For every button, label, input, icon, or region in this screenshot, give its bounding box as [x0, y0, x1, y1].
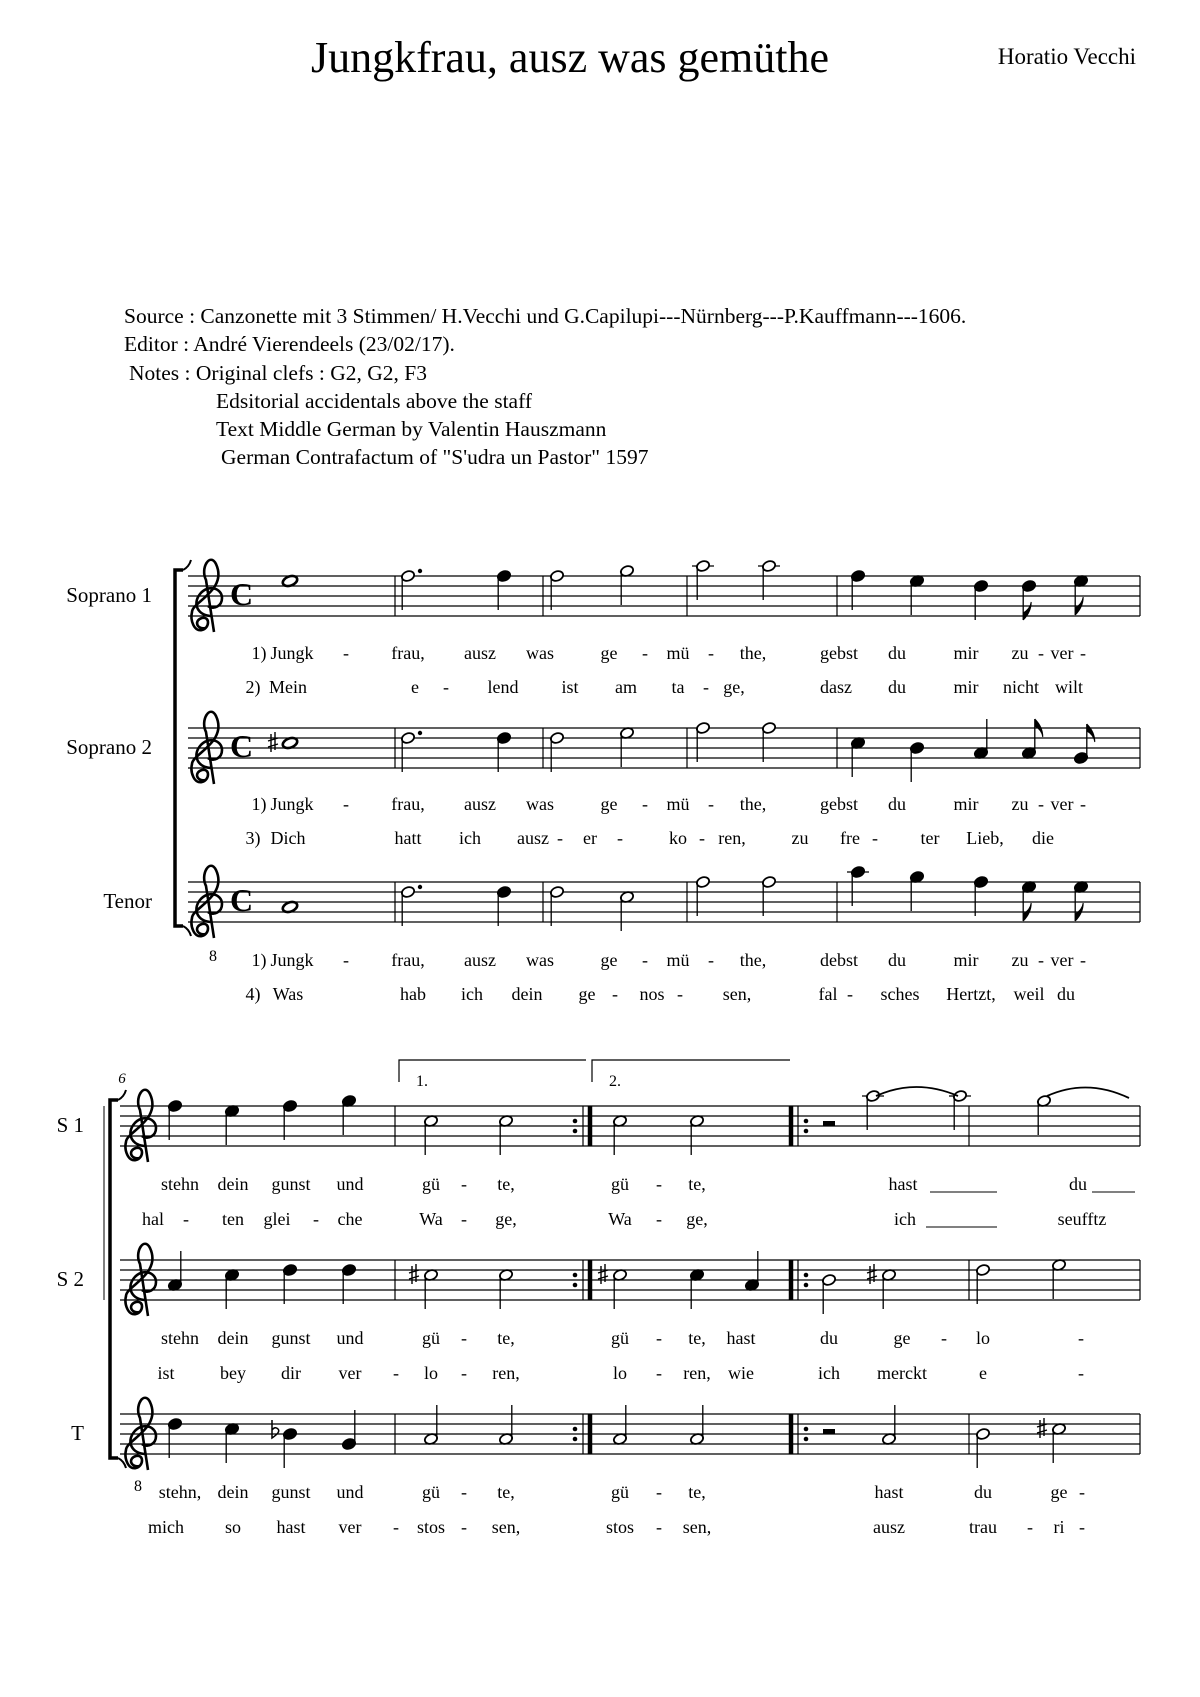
notes-line-accidentals: Edsitorial accidentals above the staff — [216, 389, 533, 413]
notes-line-clefs: Notes : Original clefs : G2, G2, F3 — [129, 361, 427, 385]
lyric-verse-b: sen, — [682, 1517, 712, 1537]
lyric-verse-a: - — [1080, 950, 1086, 970]
common-time-signature: C — [230, 728, 254, 764]
lyric-verse-a: - — [461, 1482, 467, 1502]
lyric-verse-b: nicht — [1003, 677, 1039, 697]
lyric-verse-a: te, — [497, 1328, 515, 1348]
lyric-verse-a: - — [708, 794, 714, 814]
lyric-verse-b: lo — [612, 1363, 628, 1383]
lyric-verse-b: - — [557, 828, 563, 848]
lyric-verse-b: Lieb, — [966, 828, 1004, 848]
lyric-verse-b: ich — [461, 984, 483, 1004]
lyric-verse-b: stos — [605, 1517, 635, 1537]
lyric-verse-a: frau, — [391, 794, 425, 814]
lyric-verse-b: stos — [416, 1517, 446, 1537]
lyric-verse-a: mir — [953, 950, 979, 970]
lyric-verse-a: gü — [611, 1482, 629, 1502]
repeat-dot — [573, 1129, 578, 1134]
lyric-verse-a: the, — [739, 794, 767, 814]
half-rest — [823, 1429, 835, 1434]
repeat-dot — [573, 1427, 578, 1432]
lyric-verse-b: bey — [220, 1363, 246, 1383]
lyric-verse-a: ge — [600, 950, 618, 970]
lyric-verse-b: hal — [142, 1209, 164, 1229]
lyric-verse-a: was — [526, 643, 554, 663]
lyric-verse-a: - — [656, 1328, 662, 1348]
lyric-verse-b: ge, — [495, 1209, 517, 1229]
lyric-verse-b: 3) — [245, 828, 261, 848]
lyric-verse-a: - — [642, 794, 648, 814]
lyric-verse-a: gü — [611, 1328, 629, 1348]
composer: Horatio Vecchi — [997, 44, 1136, 69]
lyric-verse-a: zu — [1011, 794, 1029, 814]
piece-title: Jungkfrau, ausz was gemüthe — [310, 33, 830, 82]
lyric-verse-a: dein — [217, 1482, 249, 1502]
sharp-accidental — [268, 732, 278, 752]
lyric-verse-a: dein — [217, 1328, 249, 1348]
lyric-verse-b: - — [656, 1209, 662, 1229]
soprano-1-label: Soprano 1 — [66, 583, 152, 607]
lyric-verse-a: gebst — [820, 643, 858, 663]
lyric-verse-a: gunst — [271, 1482, 311, 1502]
lyric-verse-b: wilt — [1054, 677, 1084, 697]
lyric-verse-a: stehn — [161, 1174, 199, 1194]
lyric-verse-b: ten — [222, 1209, 244, 1229]
lyric-verse-a: hast — [874, 1482, 904, 1502]
lyric-verse-b: ter — [920, 828, 940, 848]
lyric-verse-b: e — [979, 1363, 987, 1383]
lyric-verse-a: - — [461, 1174, 467, 1194]
lyric-verse-b: e — [411, 677, 419, 697]
lyric-verse-a: te, — [497, 1174, 515, 1194]
tenor-label: Tenor — [103, 889, 152, 913]
lyric-verse-b: sen, — [722, 984, 752, 1004]
lyric-verse-a: dein — [217, 1174, 249, 1194]
lyric-verse-b: 4) — [245, 984, 261, 1004]
lyric-verse-a: te, — [688, 1328, 706, 1348]
lyric-verse-a: Jungk — [270, 794, 314, 814]
lyric-verse-b: ta — [671, 677, 685, 697]
lyric-verse-a: und — [336, 1174, 364, 1194]
lyric-verse-a: debst — [820, 950, 858, 970]
lyric-verse-b: - — [703, 677, 709, 697]
lyric-verse-b: - — [461, 1363, 467, 1383]
lyric-verse-a: the, — [739, 950, 767, 970]
lyric-verse-b: 2) — [245, 677, 261, 697]
lyric-verse-a: - — [656, 1174, 662, 1194]
sharp-accidental — [409, 1264, 419, 1284]
repeat-dot — [573, 1283, 578, 1288]
sharp-accidental — [598, 1264, 608, 1284]
lyric-verse-a: ge — [600, 794, 618, 814]
lyric-verse-a: - — [1080, 794, 1086, 814]
lyric-verse-b: er — [583, 828, 597, 848]
lyric-verse-a: ausz — [464, 950, 496, 970]
lyric-verse-b: sches — [880, 984, 920, 1004]
flat-accidental — [272, 1420, 279, 1438]
lyric-verse-b: dir — [281, 1363, 301, 1383]
lyric-verse-b: weil — [1013, 984, 1045, 1004]
lyric-verse-b: merckt — [877, 1363, 927, 1383]
lyric-verse-b: ver — [338, 1363, 362, 1383]
lyric-verse-a: 1) — [251, 950, 267, 970]
lyric-verse-a: te, — [497, 1482, 515, 1502]
repeat-dot — [804, 1427, 809, 1432]
lyric-verse-a: gunst — [271, 1174, 311, 1194]
lyric-verse-b: Dich — [270, 828, 306, 848]
lyric-verse-b: du — [1057, 984, 1075, 1004]
lyric-verse-b: am — [615, 677, 637, 697]
lyric-verse-b: - — [656, 1363, 662, 1383]
lyric-verse-b: - — [847, 984, 853, 1004]
lyric-verse-a: - — [656, 1482, 662, 1502]
lyric-verse-a: zu — [1011, 643, 1029, 663]
lyric-verse-b: glei — [263, 1209, 291, 1229]
lyric-verse-a: te, — [688, 1174, 706, 1194]
lyric-verse-a: gü — [422, 1174, 440, 1194]
lyric-verse-a: ge — [893, 1328, 911, 1348]
lyric-verse-b: ren, — [492, 1363, 520, 1383]
lyric-verse-b: - — [612, 984, 618, 1004]
lyric-verse-b: wie — [728, 1363, 754, 1383]
lyric-verse-a: stehn — [161, 1328, 199, 1348]
lyric-verse-b: Mein — [269, 677, 307, 697]
lyric-verse-a: - — [1038, 643, 1044, 663]
lyric-verse-a: und — [336, 1482, 364, 1502]
lyric-verse-b: - — [1078, 1363, 1084, 1383]
editor-note: Editor : André Vierendeels (23/02/17). — [124, 332, 455, 356]
lyric-verse-b: Wa — [419, 1209, 443, 1229]
lyric-verse-b: - — [461, 1209, 467, 1229]
lyric-verse-b: hatt — [394, 828, 422, 848]
lyric-verse-a: 1) — [251, 794, 267, 814]
lyric-verse-b: ri — [1053, 1517, 1065, 1537]
lyric-verse-b: mir — [953, 677, 979, 697]
lyric-verse-b: sen, — [491, 1517, 521, 1537]
lyric-verse-a: mir — [953, 643, 979, 663]
lyric-verse-b: - — [183, 1209, 189, 1229]
lyric-verse-b: - — [1079, 1517, 1085, 1537]
augmentation-dot — [418, 731, 422, 735]
tenor-clef-octave-digit: 8 — [209, 948, 217, 965]
lyric-verse-a: frau, — [391, 643, 425, 663]
lyric-verse-b: lo — [423, 1363, 439, 1383]
lyric-verse-b: ist — [157, 1363, 175, 1383]
lyric-verse-a: - — [1079, 1482, 1085, 1502]
lyric-verse-a: ausz — [464, 794, 496, 814]
lyric-verse-b: ist — [561, 677, 579, 697]
lyric-verse-b: ich — [459, 828, 481, 848]
lyric-verse-a: - — [1078, 1328, 1084, 1348]
tenor-clef-octave-digit: 8 — [134, 1478, 142, 1495]
lyric-verse-a: - — [343, 794, 349, 814]
soprano-2-label: Soprano 2 — [66, 735, 152, 759]
lyric-verse-a: ver — [1050, 794, 1074, 814]
lyric-verse-b: - — [677, 984, 683, 1004]
lyric-verse-a: mü — [666, 950, 690, 970]
lyric-verse-b: die — [1032, 828, 1054, 848]
lyric-verse-b: ge, — [686, 1209, 708, 1229]
lyric-verse-a: - — [343, 950, 349, 970]
volta-2-bracket — [592, 1060, 790, 1082]
lyric-verse-b: - — [313, 1209, 319, 1229]
repeat-dot — [804, 1437, 809, 1442]
lyric-verse-a: - — [941, 1328, 947, 1348]
lyric-verse-a: ver — [1050, 643, 1074, 663]
repeat-dot — [804, 1119, 809, 1124]
lyric-verse-a: was — [526, 794, 554, 814]
lyric-verse-a: hast — [726, 1328, 756, 1348]
common-time-signature: C — [230, 576, 254, 612]
s1-label: S 1 — [56, 1113, 84, 1137]
lyric-verse-a: gebst — [820, 794, 858, 814]
lyric-verse-b: che — [337, 1209, 363, 1229]
lyric-verse-b: fre — [840, 828, 860, 848]
repeat-dot — [804, 1283, 809, 1288]
lyric-verse-a: Jungk — [270, 643, 314, 663]
lyric-verse-a: frau, — [391, 950, 425, 970]
repeat-dot — [804, 1129, 809, 1134]
lyric-verse-a: - — [1080, 643, 1086, 663]
note-flag — [1023, 602, 1031, 620]
lyric-verse-b: ausz — [517, 828, 549, 848]
augmentation-dot — [418, 569, 422, 573]
lyric-verse-a: lo — [975, 1328, 991, 1348]
lyric-verse-b: - — [656, 1517, 662, 1537]
lyric-verse-a: Jungk — [270, 950, 314, 970]
lyric-verse-a: mü — [666, 794, 690, 814]
common-time-signature: C — [230, 882, 254, 918]
lyric-verse-a: te, — [688, 1482, 706, 1502]
lyric-verse-b: mich — [148, 1517, 184, 1537]
lyric-verse-b: hast — [276, 1517, 306, 1537]
lyric-verse-a: - — [461, 1328, 467, 1348]
lyric-verse-b: ren, — [718, 828, 746, 848]
lyric-verse-a: zu — [1011, 950, 1029, 970]
lyric-verse-b: dasz — [820, 677, 852, 697]
lyric-verse-a: du — [820, 1328, 838, 1348]
augmentation-dot — [418, 885, 422, 889]
source-note: Source : Canzonette mit 3 Stimmen/ H.Vecchi und G.Capilupi---Nürnberg---P.Kauffmann---1606. — [124, 304, 967, 328]
lyric-verse-b: so — [224, 1517, 242, 1537]
sharp-accidental — [1037, 1418, 1047, 1438]
lyric-verse-a: mir — [953, 794, 979, 814]
lyric-verse-b: ko — [669, 828, 687, 848]
lyric-verse-b: - — [1027, 1517, 1033, 1537]
lyric-verse-a: ausz — [464, 643, 496, 663]
s2-label: S 2 — [56, 1267, 84, 1291]
lyric-verse-a: gunst — [271, 1328, 311, 1348]
lyric-verse-b: zu — [791, 828, 809, 848]
lyric-verse-b: fal — [818, 984, 838, 1004]
lyric-verse-b: ich — [894, 1209, 916, 1229]
lyric-verse-a: du — [888, 643, 906, 663]
lyric-verse-b: - — [617, 828, 623, 848]
lyric-verse-b: Hertzt, — [946, 984, 996, 1004]
half-rest — [823, 1121, 835, 1126]
lyric-verse-b: ver — [338, 1517, 362, 1537]
tie — [876, 1087, 958, 1096]
lyric-verse-b: seufftz — [1057, 1209, 1107, 1229]
lyric-verse-b: hab — [400, 984, 426, 1004]
notes-line-text: Text Middle German by Valentin Hauszmann — [216, 417, 607, 441]
lyric-verse-a: - — [642, 950, 648, 970]
lyric-verse-b: - — [393, 1363, 399, 1383]
notes-line-contrafactum: German Contrafactum of "S'udra un Pastor" 1597 — [221, 445, 649, 469]
lyric-verse-a: du — [888, 794, 906, 814]
lyric-verse-a: mü — [666, 643, 690, 663]
lyric-verse-a: du — [888, 950, 906, 970]
lyric-verse-a: und — [336, 1328, 364, 1348]
repeat-dot — [573, 1119, 578, 1124]
t-label: T — [71, 1421, 84, 1445]
lyric-verse-a: hast — [888, 1174, 918, 1194]
lyric-verse-a: stehn, — [158, 1482, 202, 1502]
lyric-verse-a: - — [1038, 794, 1044, 814]
lyric-verse-a: - — [708, 643, 714, 663]
system-bracket — [110, 1100, 118, 1458]
lyric-verse-a: gü — [611, 1174, 629, 1194]
volta-2-label: 2. — [609, 1073, 621, 1090]
lyric-verse-b: ren, — [683, 1363, 711, 1383]
lyric-verse-a: - — [642, 643, 648, 663]
lyric-verse-a: - — [708, 950, 714, 970]
tie — [1047, 1087, 1129, 1098]
lyric-verse-b: Wa — [608, 1209, 632, 1229]
lyric-verse-b: ge, — [723, 677, 745, 697]
lyric-verse-a: - — [343, 643, 349, 663]
lyric-verse-b: - — [872, 828, 878, 848]
lyric-verse-b: ich — [818, 1363, 840, 1383]
lyric-verse-a: 1) — [251, 643, 267, 663]
lyric-verse-a: - — [1038, 950, 1044, 970]
lyric-verse-b: ausz — [873, 1517, 905, 1537]
repeat-dot — [804, 1273, 809, 1278]
lyric-verse-b: nos — [639, 984, 665, 1004]
lyric-verse-a: the, — [739, 643, 767, 663]
lyric-verse-b: ge — [578, 984, 596, 1004]
lyric-verse-b: dein — [511, 984, 543, 1004]
lyric-verse-a: ver — [1050, 950, 1074, 970]
lyric-verse-a: gü — [422, 1482, 440, 1502]
lyric-verse-a: was — [526, 950, 554, 970]
lyric-verse-a: ge — [1050, 1482, 1068, 1502]
lyric-verse-b: - — [443, 677, 449, 697]
lyric-verse-b: - — [699, 828, 705, 848]
lyric-verse-b: du — [888, 677, 906, 697]
lyric-verse-b: trau — [969, 1517, 997, 1537]
lyric-verse-a: du — [974, 1482, 992, 1502]
lyric-verse-a: ge — [600, 643, 618, 663]
repeat-dot — [573, 1437, 578, 1442]
lyric-verse-b: - — [461, 1517, 467, 1537]
note-flag — [1087, 724, 1095, 742]
volta-1-label: 1. — [416, 1073, 428, 1090]
lyric-verse-b: lend — [487, 677, 519, 697]
measure-number: 6 — [118, 1071, 126, 1087]
sharp-accidental — [867, 1264, 877, 1284]
lyric-verse-b: Was — [272, 984, 304, 1004]
lyric-verse-b: - — [393, 1517, 399, 1537]
lyric-verse-a: du — [1069, 1174, 1087, 1194]
lyric-verse-a: gü — [422, 1328, 440, 1348]
repeat-dot — [573, 1273, 578, 1278]
